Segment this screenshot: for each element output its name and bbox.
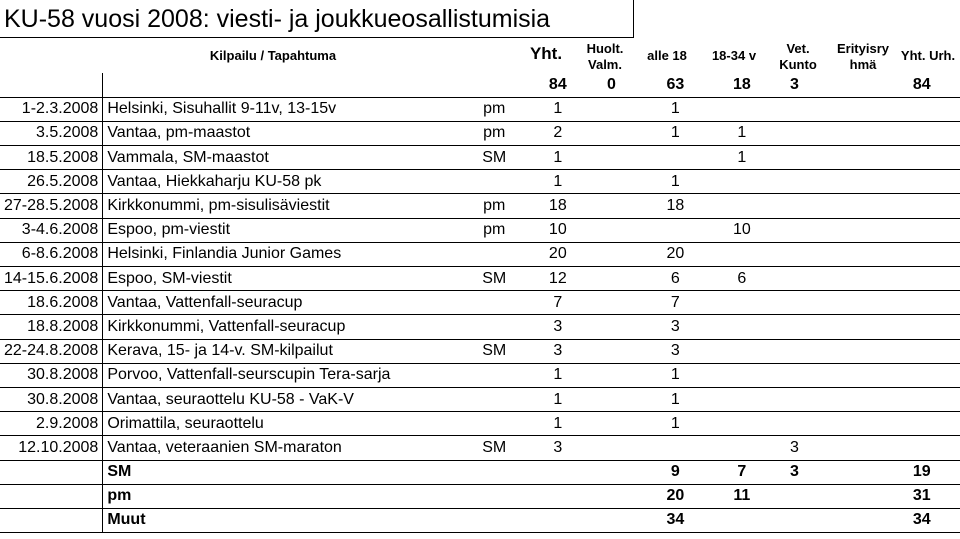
totals-event xyxy=(103,73,458,97)
row-age1834: 6 xyxy=(713,267,771,291)
summary-alle18: 34 xyxy=(638,508,713,532)
row-vet xyxy=(771,218,819,242)
summary-age1834: 7 xyxy=(713,460,771,484)
row-vet xyxy=(771,242,819,266)
row-yhturh xyxy=(884,218,960,242)
row-age1834 xyxy=(713,291,771,315)
table-row xyxy=(0,291,960,315)
summary-vet xyxy=(771,508,819,532)
results-table xyxy=(0,73,960,533)
summary-huolt xyxy=(585,484,638,508)
row-event: Orimattila, seuraottelu xyxy=(103,412,458,436)
table-row xyxy=(0,339,960,363)
row-yhturh xyxy=(884,387,960,411)
row-yht: 3 xyxy=(531,339,586,363)
row-age1834: 1 xyxy=(713,121,771,145)
row-age1834 xyxy=(713,363,771,387)
summary-erit xyxy=(818,508,883,532)
totals-erit xyxy=(818,73,883,97)
row-huolt xyxy=(585,146,638,170)
header-hma: hmä xyxy=(849,57,877,72)
row-huolt xyxy=(585,242,638,266)
row-event: Kirkkonummi, pm-sisulisäviestit xyxy=(103,194,458,218)
row-yhturh xyxy=(884,170,960,194)
row-yhturh xyxy=(884,315,960,339)
row-date: 26.5.2008 xyxy=(0,170,103,194)
row-alle18: 3 xyxy=(638,339,713,363)
summary-label: SM xyxy=(103,460,458,484)
row-type xyxy=(458,242,530,266)
row-date: 18.6.2008 xyxy=(0,291,103,315)
row-event: Vantaa, Vattenfall-seuracup xyxy=(103,291,458,315)
row-huolt xyxy=(585,97,638,121)
row-event: Vantaa, pm-maastot xyxy=(103,121,458,145)
totals-alle18: 63 xyxy=(638,73,713,97)
row-age1834 xyxy=(713,242,771,266)
page-title: KU-58 vuosi 2008: viesti- ja joukkueosallistumisia xyxy=(4,5,551,33)
table-row xyxy=(0,218,960,242)
summary-type xyxy=(458,460,530,484)
row-alle18: 1 xyxy=(638,412,713,436)
row-vet xyxy=(771,412,819,436)
row-type: SM xyxy=(458,436,530,460)
row-age1834 xyxy=(713,170,771,194)
row-vet xyxy=(771,267,819,291)
totals-date xyxy=(0,73,103,97)
row-vet xyxy=(771,315,819,339)
row-alle18: 1 xyxy=(638,97,713,121)
summary-yhturh: 19 xyxy=(884,460,960,484)
table-row xyxy=(0,121,960,145)
row-vet: 3 xyxy=(771,436,819,460)
row-erit xyxy=(818,387,883,411)
row-date: 12.10.2008 xyxy=(0,436,103,460)
totals-type xyxy=(458,73,530,97)
row-huolt xyxy=(585,121,638,145)
table-row xyxy=(0,387,960,411)
row-vet xyxy=(771,339,819,363)
row-huolt xyxy=(585,412,638,436)
summary-label: Muut xyxy=(103,508,458,532)
row-date: 1-2.3.2008 xyxy=(0,97,103,121)
row-yhturh xyxy=(884,121,960,145)
row-yhturh xyxy=(884,436,960,460)
summary-type xyxy=(458,508,530,532)
row-huolt xyxy=(585,291,638,315)
totals-18-34: 18 xyxy=(713,73,771,97)
summary-yhturh: 34 xyxy=(884,508,960,532)
row-huolt xyxy=(585,387,638,411)
row-erit xyxy=(818,218,883,242)
row-erit xyxy=(818,412,883,436)
summary-spacer xyxy=(0,484,103,508)
row-type xyxy=(458,315,530,339)
summary-vet xyxy=(771,484,819,508)
row-age1834 xyxy=(713,194,771,218)
summary-row xyxy=(0,484,960,508)
header-yht-urh: Yht. Urh. xyxy=(900,48,956,63)
table-row xyxy=(0,97,960,121)
row-alle18: 1 xyxy=(638,387,713,411)
row-type xyxy=(458,363,530,387)
row-huolt xyxy=(585,436,638,460)
row-erit xyxy=(818,194,883,218)
table-row xyxy=(0,436,960,460)
table-row xyxy=(0,146,960,170)
table-row xyxy=(0,170,960,194)
row-yht: 1 xyxy=(531,170,586,194)
summary-type xyxy=(458,484,530,508)
row-event: Vammala, SM-maastot xyxy=(103,146,458,170)
table-row xyxy=(0,242,960,266)
row-alle18 xyxy=(638,218,713,242)
summary-yht xyxy=(531,508,586,532)
row-yht: 12 xyxy=(531,267,586,291)
row-type: pm xyxy=(458,121,530,145)
row-type: pm xyxy=(458,97,530,121)
row-yht: 1 xyxy=(531,363,586,387)
row-erit xyxy=(818,146,883,170)
row-yhturh xyxy=(884,194,960,218)
row-yht: 3 xyxy=(531,315,586,339)
header-valm: Valm. xyxy=(588,57,622,72)
row-yhturh xyxy=(884,291,960,315)
summary-age1834: 11 xyxy=(713,484,771,508)
summary-yhturh: 31 xyxy=(884,484,960,508)
table-row xyxy=(0,194,960,218)
row-yhturh xyxy=(884,363,960,387)
row-erit xyxy=(818,267,883,291)
table-row xyxy=(0,267,960,291)
row-age1834 xyxy=(713,387,771,411)
summary-label: pm xyxy=(103,484,458,508)
summary-yht xyxy=(531,460,586,484)
row-date: 30.8.2008 xyxy=(0,363,103,387)
row-vet xyxy=(771,170,819,194)
row-event: Helsinki, Sisuhallit 9-11v, 13-15v xyxy=(103,97,458,121)
row-yht: 1 xyxy=(531,146,586,170)
row-type: pm xyxy=(458,218,530,242)
header-kunto: Kunto xyxy=(779,57,817,72)
row-huolt xyxy=(585,194,638,218)
row-alle18: 6 xyxy=(638,267,713,291)
summary-spacer xyxy=(0,460,103,484)
row-yhturh xyxy=(884,339,960,363)
totals-yht: 84 xyxy=(531,73,586,97)
row-age1834 xyxy=(713,339,771,363)
header-alle18: alle 18 xyxy=(647,48,687,63)
row-huolt xyxy=(585,315,638,339)
row-type: SM xyxy=(458,146,530,170)
row-date: 14-15.6.2008 xyxy=(0,267,103,291)
row-vet xyxy=(771,146,819,170)
summary-erit xyxy=(818,484,883,508)
totals-huolt: 0 xyxy=(585,73,638,97)
summary-huolt xyxy=(585,460,638,484)
row-huolt xyxy=(585,363,638,387)
row-yhturh xyxy=(884,242,960,266)
row-yhturh xyxy=(884,97,960,121)
row-alle18: 1 xyxy=(638,170,713,194)
summary-age1834 xyxy=(713,508,771,532)
row-event: Kerava, 15- ja 14-v. SM-kilpailut xyxy=(103,339,458,363)
row-yht: 1 xyxy=(531,412,586,436)
totals-yht-urh: 84 xyxy=(884,73,960,97)
row-alle18 xyxy=(638,436,713,460)
summary-row xyxy=(0,508,960,532)
row-erit xyxy=(818,170,883,194)
table-row xyxy=(0,315,960,339)
row-age1834 xyxy=(713,97,771,121)
row-event: Porvoo, Vattenfall-seurscupin Tera-sarja xyxy=(103,363,458,387)
row-yht: 3 xyxy=(531,436,586,460)
row-yht: 10 xyxy=(531,218,586,242)
totals-row xyxy=(0,73,960,97)
row-erit xyxy=(818,339,883,363)
row-age1834: 1 xyxy=(713,146,771,170)
row-date: 30.8.2008 xyxy=(0,387,103,411)
row-vet xyxy=(771,387,819,411)
header-erityis: Erityisry xyxy=(836,41,890,56)
row-age1834 xyxy=(713,315,771,339)
summary-alle18: 20 xyxy=(638,484,713,508)
row-huolt xyxy=(585,267,638,291)
header-huolt: Huolt. xyxy=(586,41,624,56)
row-date: 18.8.2008 xyxy=(0,315,103,339)
row-vet xyxy=(771,363,819,387)
row-type xyxy=(458,412,530,436)
row-alle18: 1 xyxy=(638,363,713,387)
row-alle18: 3 xyxy=(638,315,713,339)
row-alle18: 1 xyxy=(638,121,713,145)
row-vet xyxy=(771,121,819,145)
summary-huolt xyxy=(585,508,638,532)
row-yht: 20 xyxy=(531,242,586,266)
header-yht: Yht. xyxy=(529,44,563,63)
row-huolt xyxy=(585,339,638,363)
row-yhturh xyxy=(884,412,960,436)
header-event: Kilpailu / Tapahtuma xyxy=(209,48,337,63)
row-alle18 xyxy=(638,146,713,170)
row-yht: 18 xyxy=(531,194,586,218)
row-event: Vantaa, veteraanien SM-maraton xyxy=(103,436,458,460)
row-date: 6-8.6.2008 xyxy=(0,242,103,266)
row-age1834 xyxy=(713,436,771,460)
row-event: Helsinki, Finlandia Junior Games xyxy=(103,242,458,266)
row-yht: 7 xyxy=(531,291,586,315)
row-type xyxy=(458,291,530,315)
row-erit xyxy=(818,436,883,460)
row-event: Espoo, pm-viestit xyxy=(103,218,458,242)
row-type xyxy=(458,170,530,194)
row-yhturh xyxy=(884,146,960,170)
row-age1834 xyxy=(713,412,771,436)
summary-alle18: 9 xyxy=(638,460,713,484)
row-date: 3.5.2008 xyxy=(0,121,103,145)
row-age1834: 10 xyxy=(713,218,771,242)
header-18-34: 18-34 v xyxy=(711,48,757,63)
row-type xyxy=(458,387,530,411)
summary-spacer xyxy=(0,508,103,532)
row-type: pm xyxy=(458,194,530,218)
row-event: Kirkkonummi, Vattenfall-seuracup xyxy=(103,315,458,339)
row-type: SM xyxy=(458,339,530,363)
summary-vet: 3 xyxy=(771,460,819,484)
header-vet: Vet. xyxy=(786,41,810,56)
row-vet xyxy=(771,194,819,218)
row-huolt xyxy=(585,170,638,194)
row-alle18: 20 xyxy=(638,242,713,266)
row-type: SM xyxy=(458,267,530,291)
row-erit xyxy=(818,121,883,145)
summary-yht xyxy=(531,484,586,508)
row-huolt xyxy=(585,218,638,242)
row-date: 18.5.2008 xyxy=(0,146,103,170)
row-erit xyxy=(818,242,883,266)
row-vet xyxy=(771,97,819,121)
row-event: Espoo, SM-viestit xyxy=(103,267,458,291)
summary-row xyxy=(0,460,960,484)
row-event: Vantaa, Hiekkaharju KU-58 pk xyxy=(103,170,458,194)
row-date: 3-4.6.2008 xyxy=(0,218,103,242)
row-yhturh xyxy=(884,267,960,291)
row-date: 27-28.5.2008 xyxy=(0,194,103,218)
row-alle18: 18 xyxy=(638,194,713,218)
row-erit xyxy=(818,315,883,339)
row-erit xyxy=(818,97,883,121)
summary-erit xyxy=(818,460,883,484)
row-erit xyxy=(818,363,883,387)
row-yht: 1 xyxy=(531,387,586,411)
row-vet xyxy=(771,291,819,315)
row-alle18: 7 xyxy=(638,291,713,315)
row-event: Vantaa, seuraottelu KU-58 - VaK-V xyxy=(103,387,458,411)
table-row xyxy=(0,412,960,436)
row-erit xyxy=(818,291,883,315)
row-yht: 2 xyxy=(531,121,586,145)
row-date: 2.9.2008 xyxy=(0,412,103,436)
table-row xyxy=(0,363,960,387)
row-date: 22-24.8.2008 xyxy=(0,339,103,363)
row-yht: 1 xyxy=(531,97,586,121)
totals-vet: 3 xyxy=(771,73,819,97)
